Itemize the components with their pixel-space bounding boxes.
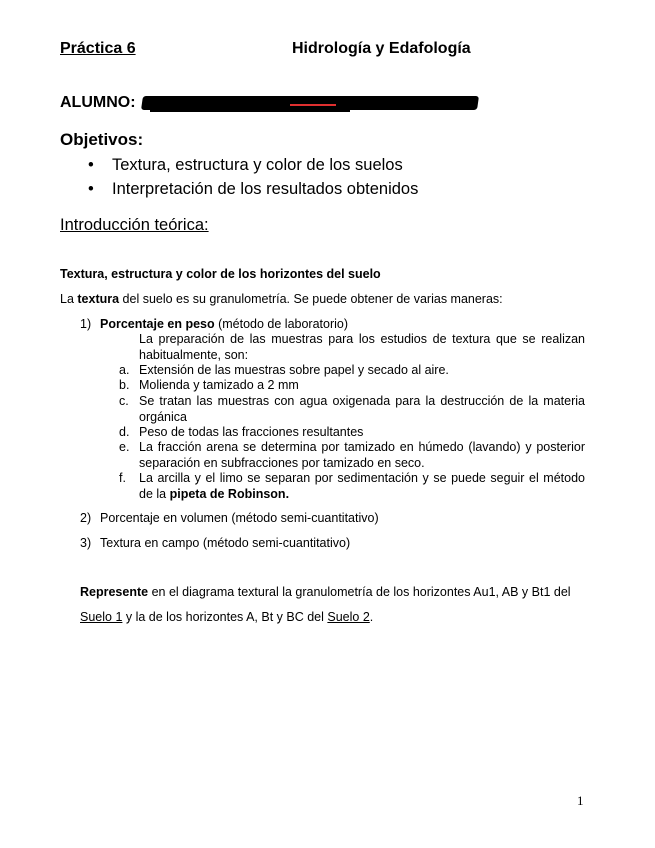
intro-title: Introducción teórica:	[60, 216, 209, 234]
sub-item: La arcilla y el limo se separan por sedimentación y se puede seguir el método de la pipeta de Robinson.	[139, 471, 585, 501]
list-item-volume: Porcentaje en volumen (método semi-cuantitativo)	[100, 511, 379, 525]
sub-letter: a.	[119, 363, 130, 377]
sub-letter: f.	[119, 471, 126, 485]
sub-letter: d.	[119, 425, 130, 439]
course-title: Hidrología y Edafología	[292, 40, 471, 57]
list-item-weight: Porcentaje en peso (método de laboratorio)	[100, 317, 349, 331]
list-item-description: La preparación de las muestras para los estudios de textura que se realizan habitualmente, son:	[139, 332, 585, 362]
sub-item: Molienda y tamizado a 2 mm	[139, 378, 299, 392]
list-item-field: Textura en campo (método semi-cuantitativo)	[100, 536, 351, 550]
list-number: 3)	[80, 536, 92, 550]
sub-item: Se tratan las muestras con agua oxigenada para la destrucción de la materia orgánica	[139, 394, 585, 424]
sub-item: Extensión de las muestras sobre papel y secado al aire.	[139, 363, 449, 377]
practice-number: Práctica 6	[60, 40, 136, 57]
list-number: 2)	[80, 511, 92, 525]
list-number: 1)	[80, 317, 92, 331]
objective-item: • Interpretación de los resultados obtenidos	[88, 180, 419, 198]
section-title: Textura, estructura y color de los horizontes del suelo	[60, 267, 381, 281]
page-number: 1	[577, 793, 584, 808]
redaction-red-mark	[290, 104, 336, 106]
instruction-line-2: Suelo 1 y la de los horizontes A, Bt y BC del Suelo 2.	[80, 610, 374, 624]
instruction-line-1: Represente en el diagrama textural la granulometría de los horizontes Au1, AB y Bt1 del	[80, 585, 571, 599]
student-label: ALUMNO:	[60, 94, 136, 111]
sub-letter: e.	[119, 440, 130, 454]
texture-paragraph: La textura del suelo es su granulometría. Se puede obtener de varias maneras:	[60, 292, 503, 306]
sub-item: Peso de todas las fracciones resultantes	[139, 425, 364, 439]
sub-letter: c.	[119, 394, 129, 408]
sub-letter: b.	[119, 378, 130, 392]
sub-item: La fracción arena se determina por tamizado en húmedo (lavando) y posterior separación en subfracciones por tamizado en seco.	[139, 440, 585, 470]
objective-item: • Textura, estructura y color de los suelos	[88, 156, 403, 174]
objectives-title: Objetivos:	[60, 130, 144, 149]
